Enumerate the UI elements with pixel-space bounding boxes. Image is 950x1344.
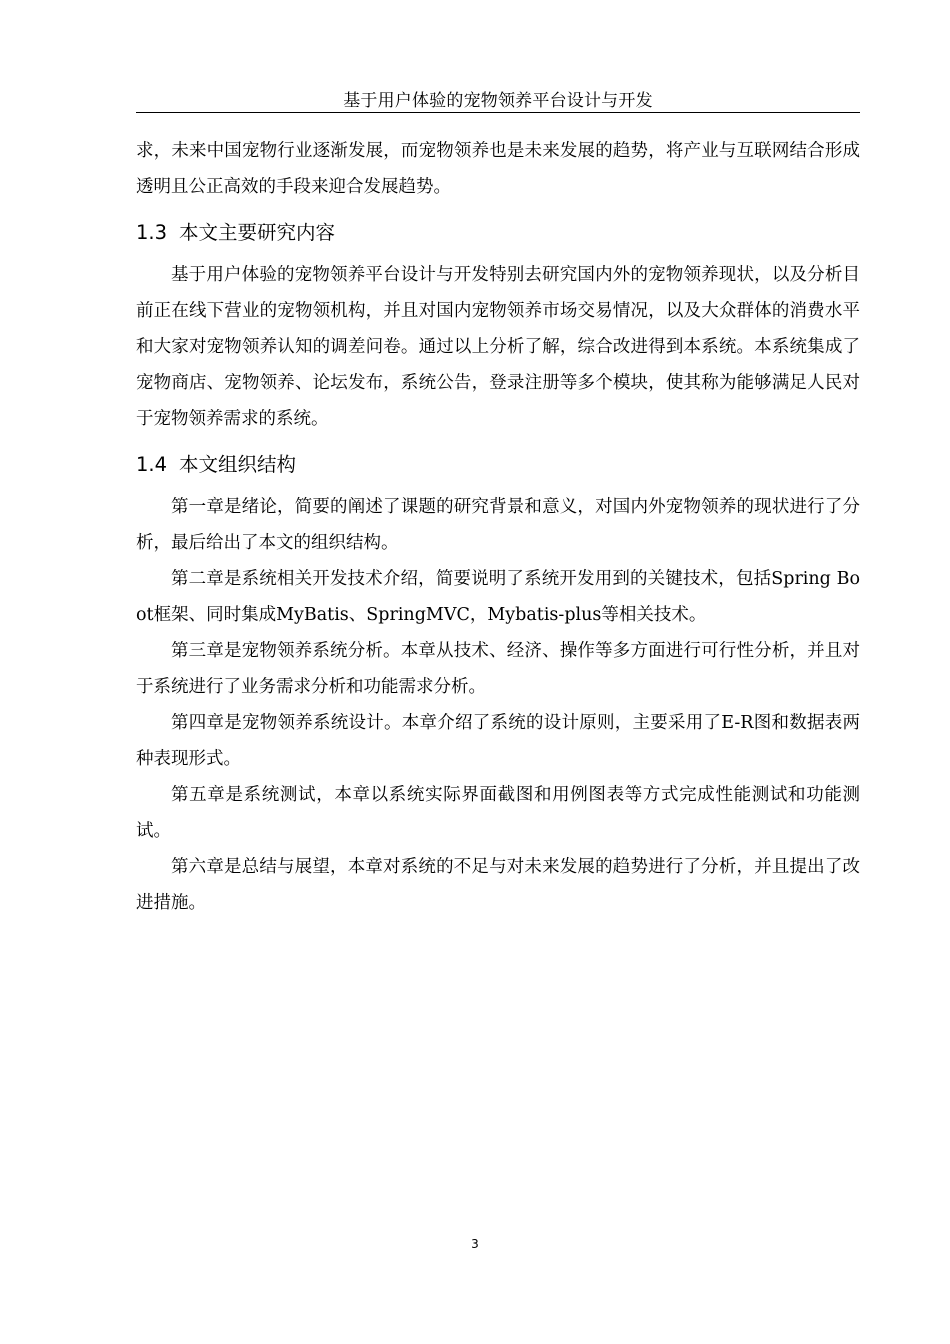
- chapter-6-paragraph: 第六章是总结与展望，本章对系统的不足与对未来发展的趋势进行了分析，并且提出了改进措施。: [136, 857, 860, 913]
- section-number: 1.3: [136, 221, 168, 244]
- page-number: 3: [471, 1237, 479, 1251]
- chapter-1-paragraph: 第一章是绪论，简要的阐述了课题的研究背景和意义，对国内外宠物领养的现状进行了分析，最后给出了本文的组织结构。: [136, 497, 860, 553]
- section-number: 1.4: [136, 453, 168, 476]
- section-heading-1-4: [136, 447, 860, 483]
- body-paragraph: 基于用户体验的宠物领养平台设计与开发特别去研究国内外的宠物领养现状，以及分析目前正在线下营业的宠物领机构，并且对国内宠物领养市场交易情况，以及大众群体的消费水平和大家对宠物领养认知的调差问卷。通过以上分析了解，综合改进得到本系统。本系统集成了宠物商店、宠物领养、论坛发布，系统公告，登录注册等多个模块，使其称为能够满足人民对于宠物领养需求的系统。: [136, 265, 860, 429]
- section-title: 本文主要研究内容: [179, 221, 336, 244]
- section-heading-1-3: [136, 215, 860, 251]
- section-title: 本文组织结构: [179, 453, 297, 476]
- chapter-3-paragraph: 第三章是宠物领养系统分析。本章从技术、经济、操作等多方面进行可行性分析，并且对于系统进行了业务需求分析和功能需求分析。: [136, 641, 860, 697]
- running-header: 基于用户体验的宠物领养平台设计与开发: [343, 91, 653, 111]
- page-body: [136, 133, 860, 921]
- chapter-2-paragraph: 第二章是系统相关开发技术介绍，简要说明了系统开发用到的关键技术，包括Spring Boot框架、同时集成MyBatis、SpringMVC，Mybatis-plus等相关技术。: [136, 569, 860, 625]
- continued-paragraph: 求，未来中国宠物行业逐渐发展，而宠物领养也是未来发展的趋势，将产业与互联网结合形成透明且公正高效的手段来迎合发展趋势。: [136, 141, 860, 197]
- header-rule: [136, 112, 860, 113]
- chapter-5-paragraph: 第五章是系统测试，本章以系统实际界面截图和用例图表等方式完成性能测试和功能测试。: [136, 785, 860, 841]
- chapter-4-paragraph: 第四章是宠物领养系统设计。本章介绍了系统的设计原则，主要采用了E-R图和数据表两种表现形式。: [136, 713, 860, 769]
